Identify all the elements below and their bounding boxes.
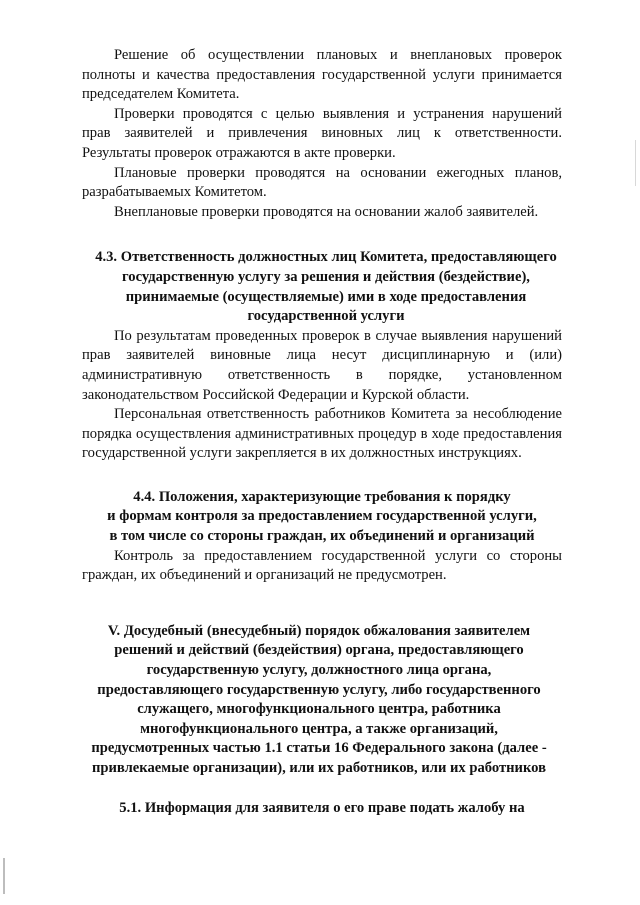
heading-section-5-1: 5.1. Информация для заявителя о его праве подать жалобу на [119, 799, 525, 816]
heading-line: предусмотренных частью 1.1 статьи 16 Федерального закона (далее - [91, 740, 547, 757]
heading-line: многофункционального центра, а также организаций, [140, 720, 498, 737]
heading-line: привлекаемые организации), или их работников, или их работников [92, 760, 546, 776]
document-page [82, 46, 562, 818]
heading-line: в том числе со стороны граждан, их объединений и организаций [109, 528, 535, 545]
paragraph-unplanned-inspections: Внеплановые проверки проводятся на основании жалоб заявителей. [114, 203, 539, 220]
heading-line: и формам контроля за предоставлением государственной услуги, [107, 508, 537, 525]
paragraph-liability: По результатам проведенных проверок в случае выявления нарушений прав заявителей виновные лица несут дисциплинарную и (или) административную ответственность в порядке, установленном законодательством Российской Федерации и Курской области. [82, 327, 562, 403]
heading-section-5 [82, 622, 562, 779]
paragraph-citizen-control: Контроль за предоставлением государственной услуги со стороны граждан, их объединений и организаций не предусмотрен. [82, 547, 562, 584]
scan-edge-mark [3, 858, 5, 894]
heading-line: V. Досудебный (внесудебный) порядок обжалования заявителем [107, 622, 531, 639]
heading-line: государственную услугу за решения и действия (бездействие), [122, 268, 530, 285]
heading-line: 4.4. Положения, характеризующие требования к порядку [133, 488, 511, 505]
heading-section-4-3 [82, 248, 562, 326]
paragraph-personal-responsibility: Персональная ответственность работников Комитета за несоблюдение порядка осуществления административных процедур в ходе предоставления государственной услуги закрепляется в их должностных инструкциях. [82, 406, 562, 462]
heading-line: государственной услуги [247, 308, 405, 325]
paragraph-inspection-decision: Решение об осуществлении плановых и внеплановых проверок полноты и качества предоставления государственной услуги принимается председателем Комитета. [82, 47, 562, 103]
heading-line: решений и действий (бездействия) органа, предоставляющего [114, 642, 524, 659]
paragraph-inspection-purpose: Проверки проводятся с целью выявления и устранения нарушений прав заявителей и привлечения виновных лиц к ответственности. Результаты проверок отражаются в акте проверки. [82, 105, 562, 161]
heading-section-4-4 [82, 488, 562, 547]
heading-line: предоставляющего государственную услугу, либо государственного [97, 681, 541, 698]
heading-line: государственную услугу, должностного лица органа, [146, 662, 492, 679]
heading-line: 4.3. Ответственность должностных лиц Комитета, предоставляющего [95, 249, 557, 266]
paragraph-planned-inspections: Плановые проверки проводятся на основании ежегодных планов, разрабатываемых Комитетом. [82, 164, 562, 201]
scan-edge-mark [635, 140, 636, 186]
heading-line: служащего, многофункционального центра, работника [137, 701, 501, 718]
heading-line: принимаемые (осуществляемые) ими в ходе предоставления [125, 288, 527, 305]
